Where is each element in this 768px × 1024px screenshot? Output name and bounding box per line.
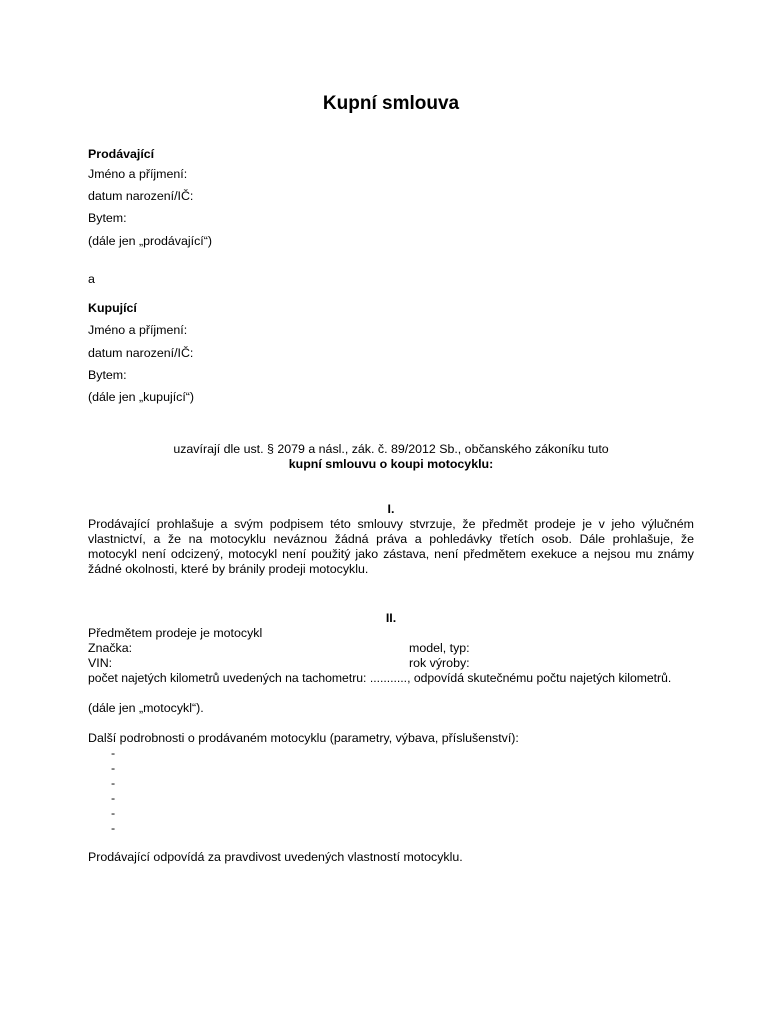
section-1-line: vlastnictví, a že na motocyklu neváznou žádná práva a pohledávky třetích osob. Dále prohlašuje, že	[88, 532, 694, 546]
motorcycle-alias: (dále jen „motocykl“).	[88, 701, 204, 715]
section-1-line: Prodávající prohlašuje a svým podpisem této smlouvy stvrzuje, že předmět prodeje je v jeho výlučném	[88, 517, 694, 531]
seller-name-label: Jméno a příjmení:	[88, 167, 188, 181]
section-1-paragraph	[88, 517, 694, 577]
preamble-line: uzavírají dle ust. § 2079 a násl., zák. č. 89/2012 Sb., občanského zákoníku tuto	[173, 442, 609, 456]
seller-heading: Prodávající	[88, 147, 155, 161]
detail-item: -	[111, 821, 116, 835]
seller-residence-label: Bytem:	[88, 211, 127, 225]
mileage-line: počet najetých kilometrů uvedených na tachometru: ..........., odpovídá skutečnému počtu najetých kilometrů.	[88, 671, 672, 685]
conjunction-and: a	[88, 272, 95, 286]
section-1-line: motocykl není odcizený, motocykl není použitý jako zástava, není předmětem exekuce a nejsou mu známy	[88, 547, 694, 561]
detail-item: -	[111, 746, 116, 760]
section-1-heading: I.	[387, 502, 395, 516]
buyer-residence-label: Bytem:	[88, 368, 127, 382]
buyer-alias: (dále jen „kupující“)	[88, 390, 195, 404]
buyer-name-label: Jméno a příjmení:	[88, 323, 188, 337]
detail-item: -	[111, 806, 116, 820]
model-label: model, typ:	[409, 641, 470, 655]
seller-birth-label: datum narození/IČ:	[88, 189, 194, 203]
vin-label: VIN:	[88, 656, 113, 670]
seller-alias: (dále jen „prodávající“)	[88, 234, 212, 248]
brand-label: Značka:	[88, 641, 133, 655]
subject-line: Předmětem prodeje je motocykl	[88, 626, 263, 640]
liability-statement: Prodávající odpovídá za pravdivost uvedených vlastností motocyklu.	[88, 850, 463, 864]
document-title: Kupní smlouva	[322, 93, 460, 114]
section-2-heading: II.	[385, 611, 397, 625]
detail-item: -	[111, 791, 116, 805]
section-1-line: žádné okolnosti, které by bránily prodeji motocyklu.	[88, 562, 369, 576]
detail-item: -	[111, 761, 116, 775]
detail-item: -	[111, 776, 116, 790]
buyer-heading: Kupující	[88, 301, 137, 315]
buyer-birth-label: datum narození/IČ:	[88, 346, 194, 360]
preamble-contract-title: kupní smlouvu o koupi motocyklu:	[288, 457, 494, 471]
details-heading: Další podrobnosti o prodávaném motocyklu (parametry, výbava, příslušenství):	[88, 731, 519, 745]
year-label: rok výroby:	[409, 656, 470, 670]
